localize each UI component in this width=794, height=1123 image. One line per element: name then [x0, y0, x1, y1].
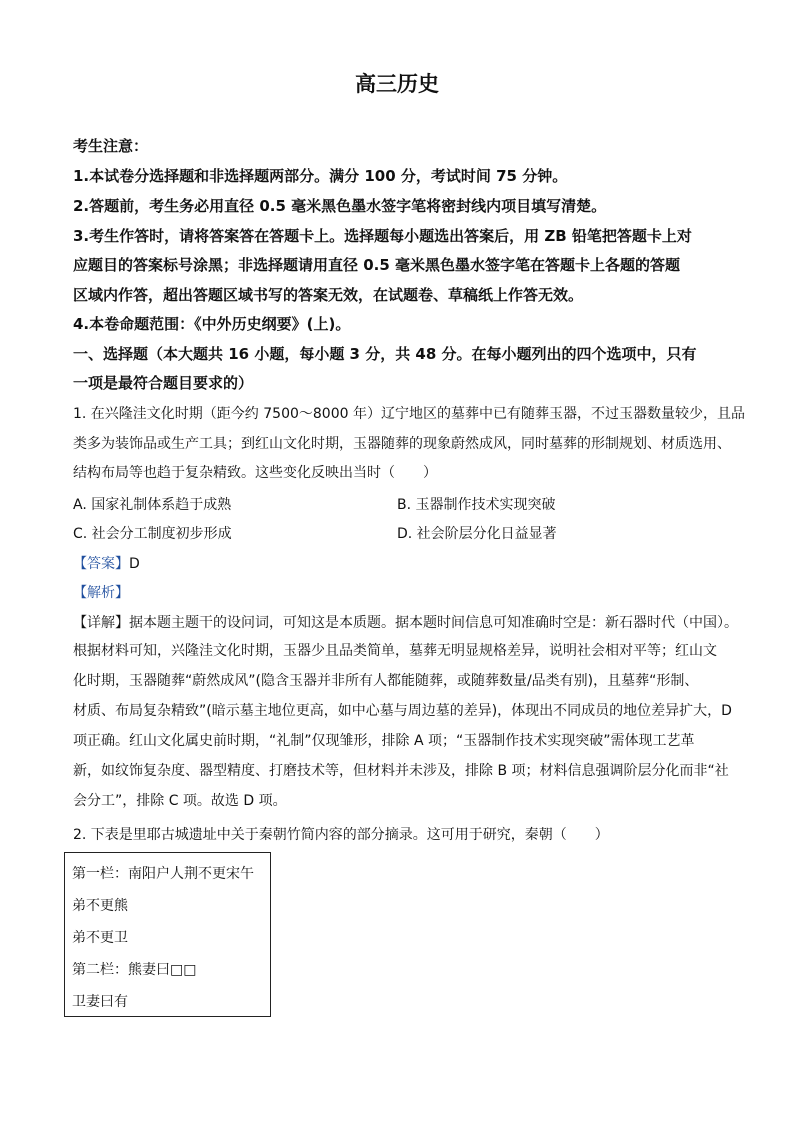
table-row: 第一栏：南阳户人荆不更宋午: [72, 866, 254, 882]
q1-analysis-tag: [73, 582, 129, 603]
table-row: 卫妻曰有: [72, 994, 128, 1010]
analysis-tag: 【解析】: [73, 585, 129, 601]
notice-item-3-cont2: 区域内作答，超出答题区域书写的答案无效，在试题卷、草稿纸上作答无效。: [73, 286, 584, 304]
q1-stem-line: 类多为装饰品或生产工具；到红山文化时期，玉器随葬的现象蔚然成风，同时墓葬的形制规划、材质选用、: [73, 436, 731, 452]
q1-detail-line: [73, 612, 738, 633]
q1-stem-line: 结构布局等也趋于复杂精致。这些变化反映出当时（ ）: [73, 465, 437, 481]
q1-stem-line: 1. 在兴隆洼文化时期（距今约 7500～8000 年）辽宁地区的墓葬中已有随葬玉器，不过玉器数量较少，且品: [73, 406, 745, 422]
table-row: 第二栏：熊妻曰□□: [72, 962, 197, 978]
q1-option-a: A. 国家礼制体系趋于成熟: [73, 497, 232, 513]
bamboo-slip-table: [64, 852, 271, 1017]
q1-detail-line: 新，如纹饰复杂度、器型精度、打磨技术等，但材料并未涉及，排除 B 项；材料信息强调阶层分化而非“社: [73, 763, 729, 779]
detail-tag: 【详解】: [73, 615, 129, 631]
page-title: 高三历史: [355, 72, 439, 96]
notice-item-2: 2.答题前，考生务必用直径 0.5 毫米黑色墨水签字笔将密封线内项目填写清楚。: [73, 197, 607, 215]
detail-text: 据本题主题干的设问词，可知这是本质题。据本题时间信息可知准确时空是：新石器时代（中国）。: [129, 615, 738, 631]
notice-heading: 考生注意：: [73, 137, 149, 155]
notice-item-1: 1.本试卷分选择题和非选择题两部分。满分 100 分，考试时间 75 分钟。: [73, 167, 568, 185]
answer-value: D: [129, 556, 140, 572]
notice-item-3-cont: 应题目的答案标号涂黑；非选择题请用直径 0.5 毫米黑色墨水签字笔在答题卡上各题的答题: [73, 256, 681, 274]
section-heading: 一、选择题（本大题共 16 小题，每小题 3 分，共 48 分。在每小题列出的四个选项中，只有: [73, 345, 697, 363]
q1-option-c: C. 社会分工制度初步形成: [73, 526, 232, 542]
q1-answer: [73, 553, 140, 574]
q1-detail-line: 项正确。红山文化属史前时期，“礼制”仅现雏形，排除 A 项；“玉器制作技术实现突破”需体现工艺革: [73, 733, 695, 749]
q1-option-b: B. 玉器制作技术实现突破: [397, 497, 556, 513]
notice-item-3: 3.考生作答时，请将答案答在答题卡上。选择题每小题选出答案后，用 ZB 铅笔把答题卡上对: [73, 227, 692, 245]
notice-item-4: 4.本卷命题范围：《中外历史纲要》(上)。: [73, 315, 351, 333]
table-row: 弟不更卫: [72, 930, 128, 946]
table-row: 弟不更熊: [72, 898, 128, 914]
q1-option-d: D. 社会阶层分化日益显著: [397, 526, 557, 542]
q1-detail-line: 化时期，玉器随葬“蔚然成风”(隐含玉器并非所有人都能随葬，或随葬数量/品类有别)，且墓葬“形制、: [73, 673, 699, 689]
q1-detail-line: 材质、布局复杂精致”(暗示墓主地位更高，如中心墓与周边墓的差异)，体现出不同成员的地位差异扩大，D: [73, 703, 732, 719]
q1-detail-line: 会分工”，排除 C 项。故选 D 项。: [73, 793, 287, 809]
section-heading-cont: 一项是最符合题目要求的）: [73, 374, 254, 392]
q2-stem: 2. 下表是里耶古城遗址中关于秦朝竹简内容的部分摘录。这可用于研究，秦朝（ ）: [73, 827, 609, 843]
q1-detail-line: 根据材料可知，兴隆洼文化时期，玉器少且品类简单，墓葬无明显规格差异，说明社会相对平等；红山文: [73, 643, 717, 659]
answer-tag: 【答案】: [73, 556, 129, 572]
